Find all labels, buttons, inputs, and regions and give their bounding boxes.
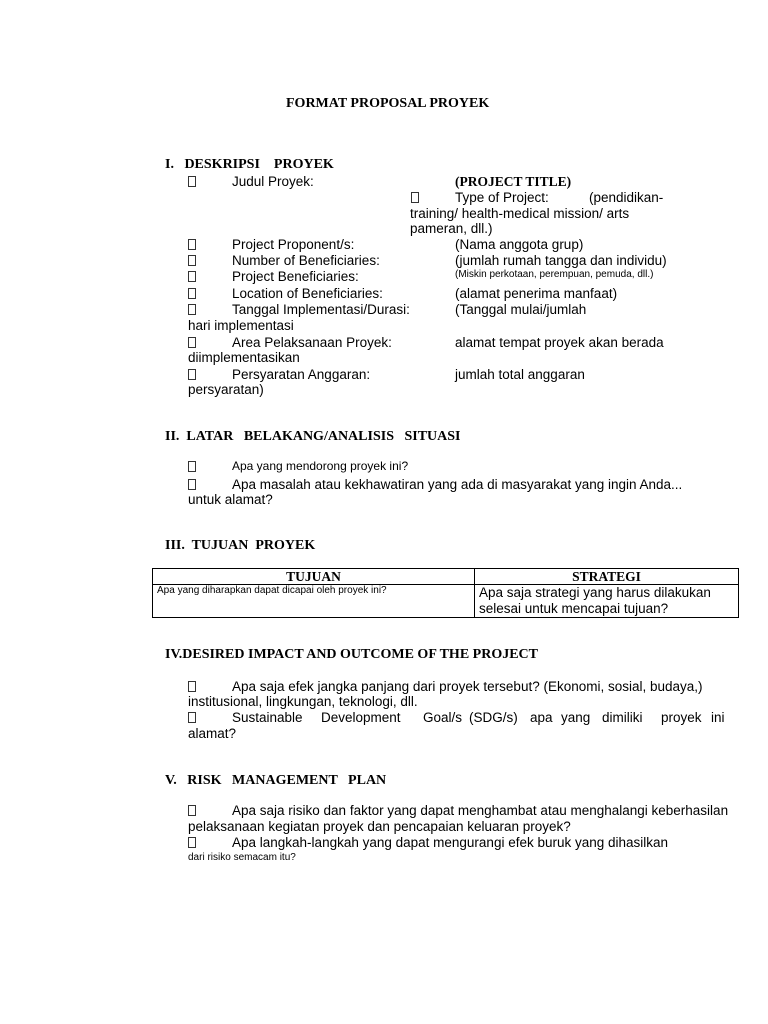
section-5-question-1: Apa saja risiko dan faktor yang dapat menghambat atau menghalangi keberhasilan	[232, 803, 729, 818]
section-5-heading: V. RISK MANAGEMENT PLAN	[165, 773, 387, 788]
area-value: alamat tempat proyek akan berada	[455, 335, 664, 350]
beneficiaries-count-value: (jumlah rumah tangga dan individu)	[455, 253, 667, 268]
checkbox-icon	[188, 176, 196, 187]
area-label: Area Pelaksanaan Proyek:	[232, 335, 392, 350]
area-continuation: diimplementasikan	[188, 350, 300, 365]
sdg-word: Development	[321, 710, 401, 725]
section-2-question-2: Apa masalah atau kekhawatiran yang ada di masyarakat yang ingin Anda...	[232, 477, 683, 492]
tanggal-value: (Tanggal mulai/jumlah	[455, 302, 587, 317]
type-value: (pendidikan-	[589, 190, 664, 205]
section-2-question-2-continuation: untuk alamat?	[188, 492, 273, 507]
checkbox-icon	[188, 681, 196, 692]
beneficiaries-label: Project Beneficiaries:	[232, 269, 359, 284]
tujuan-cell: Apa yang diharapkan dapat dicapai oleh proyek ini?	[153, 585, 475, 618]
section-4-question-1: Apa saja efek jangka panjang dari proyek tersebut? (Ekonomi, sosial, budaya,)	[232, 679, 703, 694]
sdg-word: proyek	[661, 710, 702, 725]
checkbox-icon	[188, 337, 196, 348]
section-1-heading: I. DESKRIPSI PROYEK	[165, 157, 334, 172]
sdg-word: Goal/s	[423, 710, 463, 725]
checkbox-icon	[188, 288, 196, 299]
checkbox-icon	[188, 479, 196, 490]
strategi-cell	[475, 585, 739, 618]
section-5-question-1-continuation: pelaksanaan kegiatan proyek dan pencapaian keluaran proyek?	[188, 819, 571, 834]
checkbox-icon	[411, 192, 419, 203]
tanggal-label: Tanggal Implementasi/Durasi:	[232, 302, 410, 317]
document-title: FORMAT PROPOSAL PROYEK	[286, 96, 490, 111]
checkbox-icon	[188, 255, 196, 266]
location-label: Location of Beneficiaries:	[232, 286, 383, 301]
type-label: Type of Project:	[455, 190, 549, 205]
checkbox-icon	[188, 805, 196, 816]
checkbox-icon	[188, 304, 196, 315]
type-value-line: pameran, dll.)	[410, 221, 493, 236]
section-4-question-1-continuation: institusional, lingkungan, teknologi, dll.	[188, 694, 418, 709]
sdg-word: dimiliki	[602, 710, 643, 725]
beneficiaries-count-label: Number of Beneficiaries:	[232, 253, 380, 268]
anggaran-value: jumlah total anggaran	[455, 367, 585, 382]
checkbox-icon	[188, 239, 196, 250]
strategi-line-1: Apa saja strategi yang harus dilakukan	[479, 585, 711, 600]
checkbox-icon	[188, 461, 196, 472]
table-header-row	[153, 569, 739, 585]
sdg-word: yang	[561, 710, 591, 725]
anggaran-label: Persyaratan Anggaran:	[232, 367, 371, 382]
location-value: (alamat penerima manfaat)	[455, 286, 618, 301]
sdg-word: apa	[530, 710, 553, 725]
judul-value: (PROJECT TITLE)	[455, 174, 572, 189]
checkbox-icon	[188, 271, 196, 282]
section-4-question-2-continuation: alamat?	[188, 726, 237, 741]
strategi-line-2: selesai untuk mencapai tujuan?	[479, 601, 669, 616]
section-2-heading: II. LATAR BELAKANG/ANALISIS SITUASI	[165, 429, 461, 444]
table-row	[153, 585, 739, 618]
sdg-word: (SDG/s)	[469, 710, 518, 725]
checkbox-icon	[188, 369, 196, 380]
type-value-line: training/ health-medical mission/ arts	[410, 206, 630, 221]
checkbox-icon	[188, 837, 196, 848]
judul-label: Judul Proyek:	[232, 174, 314, 189]
proponent-value: (Nama anggota grup)	[455, 237, 584, 252]
sdg-word: ini	[711, 710, 725, 725]
column-header-tujuan: TUJUAN	[153, 569, 475, 585]
section-5-question-2-continuation: dari risiko semacam itu?	[188, 852, 296, 863]
section-4-heading: IV.DESIRED IMPACT AND OUTCOME OF THE PROJECT	[165, 647, 538, 662]
proponent-label: Project Proponent/s:	[232, 237, 355, 252]
sdg-word: Sustainable	[232, 710, 303, 725]
section-5-question-2: Apa langkah-langkah yang dapat mengurangi efek buruk yang dihasilkan	[232, 835, 669, 850]
objectives-table	[152, 568, 739, 618]
section-2-question-1: Apa yang mendorong proyek ini?	[232, 459, 409, 473]
checkbox-icon	[188, 712, 196, 723]
tanggal-continuation: hari implementasi	[188, 318, 294, 333]
anggaran-continuation: persyaratan)	[188, 382, 264, 397]
section-3-heading: III. TUJUAN PROYEK	[165, 538, 316, 553]
column-header-strategi: STRATEGI	[475, 569, 739, 585]
beneficiaries-value: (Miskin perkotaan, perempuan, pemuda, dll.)	[455, 269, 654, 280]
